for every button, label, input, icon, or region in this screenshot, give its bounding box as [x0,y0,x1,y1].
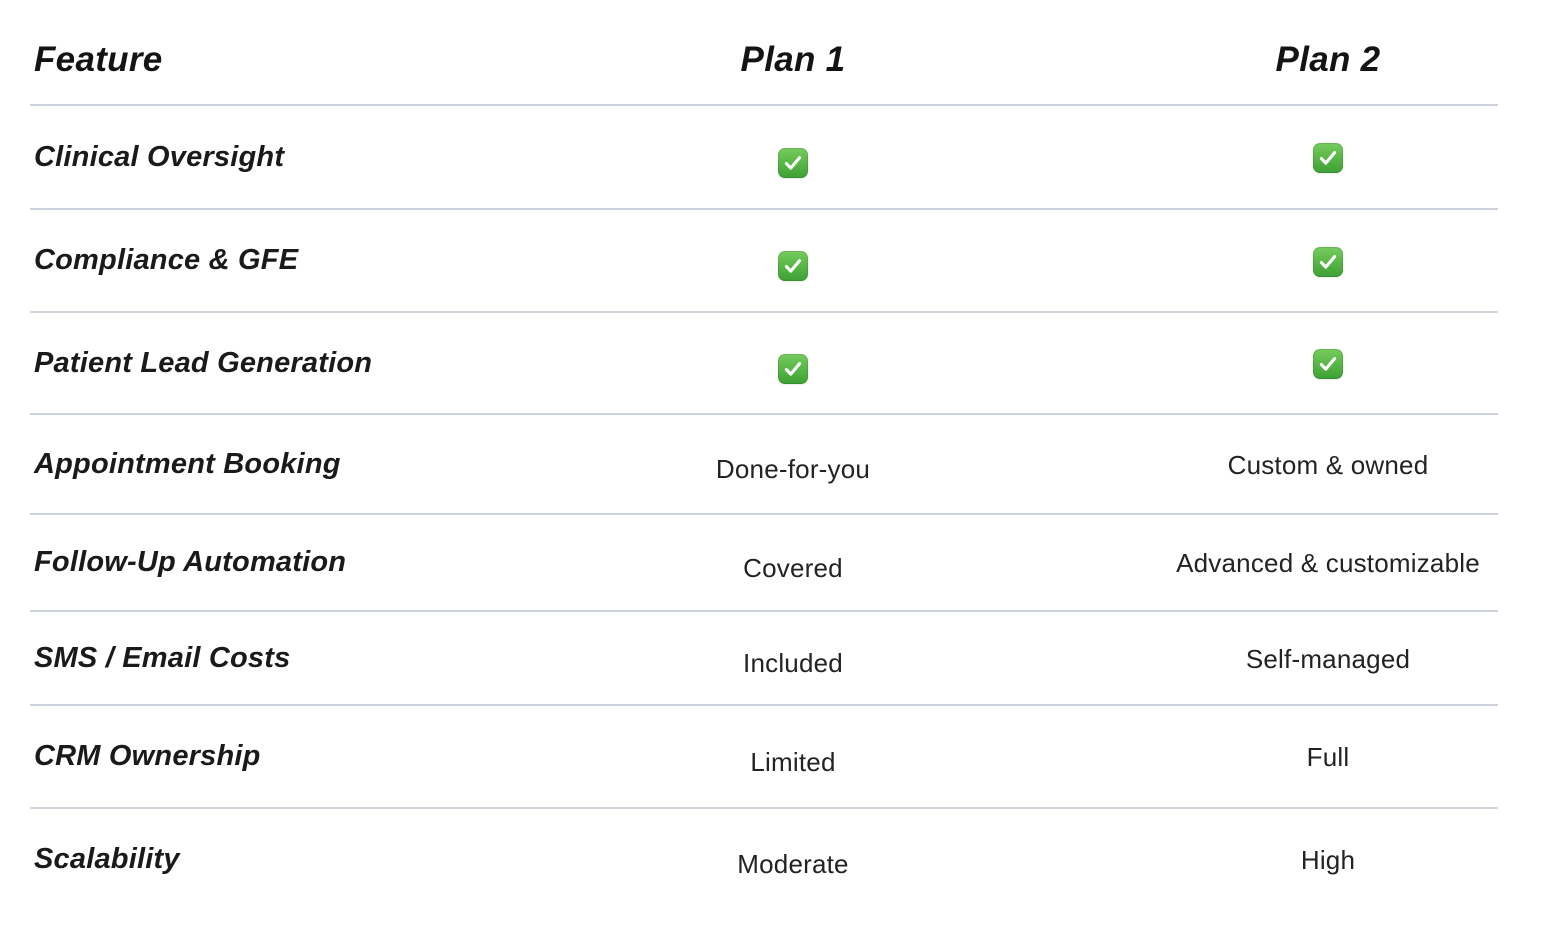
plan2-value-cell [1158,612,1498,704]
plan2-value: High [1300,844,1356,875]
plan2-value-cell [1158,515,1498,610]
column-header-plan2: Plan 2 [1275,40,1381,79]
table-row [30,415,1498,515]
plan2-value-cell [1158,210,1498,311]
plan-comparison-table [30,0,1498,909]
plan1-value-cell [428,612,1158,704]
column-header-plan1: Plan 1 [740,40,846,79]
feature-label: Scalability [34,842,180,875]
plan1-value-cell [428,809,1158,909]
check-icon [1313,143,1343,173]
table-row [30,515,1498,612]
plan1-value: Covered [743,552,843,583]
plan2-value: Custom & owned [1227,449,1429,480]
plan1-value: Limited [750,746,836,777]
column-header-feature: Feature [34,40,163,79]
plan1-value-cell [428,515,1158,610]
check-icon [1313,247,1343,277]
feature-label: Patient Lead Generation [34,346,373,379]
feature-label: Follow-Up Automation [34,546,347,578]
plan2-value-cell [1158,313,1498,413]
plan1-value: Done-for-you [715,454,871,484]
plan1-value-cell [428,313,1158,413]
feature-label: CRM Ownership [34,740,261,772]
plan1-value-cell [428,706,1158,807]
feature-label: Clinical Oversight [34,140,285,173]
check-icon [1313,349,1343,379]
plan2-value-cell [1158,106,1498,208]
plan2-value-cell [1158,809,1498,909]
plan2-value: Self-managed [1245,643,1411,674]
table-row [30,210,1498,313]
plan1-value-cell [428,415,1158,513]
plan1-value-cell [428,210,1158,311]
table-row [30,706,1498,809]
feature-label: Appointment Booking [34,447,341,480]
table-row [30,809,1498,909]
table-row [30,612,1498,706]
check-icon [778,251,808,281]
plan2-value-cell [1158,415,1498,513]
plan2-value-cell [1158,706,1498,807]
table-header-row [30,0,1498,106]
plan2-value: Full [1306,742,1350,772]
feature-label: Compliance & GFE [34,244,299,276]
table-row [30,313,1498,415]
check-icon [778,148,808,178]
feature-label: SMS / Email Costs [34,641,291,674]
plan1-value: Included [743,648,843,678]
table-row [30,106,1498,210]
plan2-value: Advanced & customizable [1176,548,1480,578]
plan1-value: Moderate [737,849,849,879]
plan1-value-cell [428,106,1158,208]
check-icon [778,354,808,384]
